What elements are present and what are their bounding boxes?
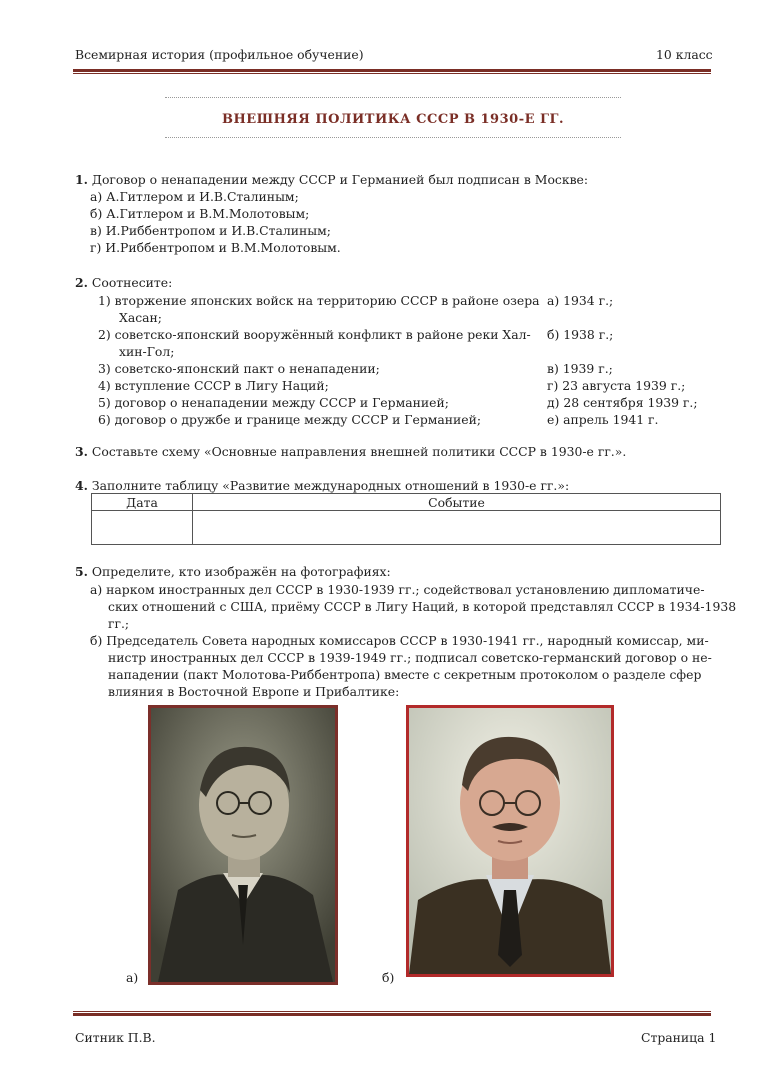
portrait-photo-a [148, 705, 338, 985]
question-4: 4. Заполните таблицу «Развитие международных отношений в 1930-е гг.»: [75, 478, 570, 493]
header-rule-thin [73, 73, 711, 74]
footer-author: Ситник П.В. [75, 1030, 156, 1045]
title-bottom-rule [165, 137, 621, 138]
q2-item-1-cont: Хасан; [119, 310, 162, 325]
q2-item-5: 5) договор о ненападении между СССР и Германией; [98, 395, 449, 410]
title-top-rule [165, 97, 621, 98]
q2-answer-f: е) апрель 1941 г. [547, 412, 659, 427]
q5-a-line3: гг.; [108, 616, 130, 631]
q5-b-line4: влияния в Восточной Европе и Прибалтике: [108, 684, 400, 699]
q5-b-line3: нападении (пакт Молотова-Риббентропа) вместе с секретным протоколом о разделе сфер [108, 667, 702, 682]
question-5: 5. Определите, кто изображён на фотографиях: [75, 564, 391, 579]
q5-b-line1: б) Председатель Совета народных комиссаров СССР в 1930-1941 гг., народный комиссар, ми- [90, 633, 709, 648]
question-1: 1. Договор о ненападении между СССР и Германией был подписан в Москве: [75, 172, 589, 187]
table-header-date: Дата [92, 494, 193, 511]
q5-b-line2: нистр иностранных дел СССР в 1939-1949 гг.; подписал советско-германский договор о не- [108, 650, 712, 665]
q2-item-1: 1) вторжение японских войск на территорию СССР в районе озера [98, 293, 540, 308]
q5-a-line1: а) нарком иностранных дел СССР в 1930-1939 гг.; содействовал установлению дипломатиче- [90, 582, 705, 597]
q2-answer-b: б) 1938 г.; [547, 327, 614, 342]
q1-option-a: а) А.Гитлером и И.В.Сталиным; [90, 189, 299, 204]
q5-a-line2: ских отношений с США, приёму СССР в Лигу Наций, в которой представлял СССР в 1934-1938 [108, 599, 737, 614]
q2-answer-d: г) 23 августа 1939 г.; [547, 378, 686, 393]
events-table [91, 493, 721, 545]
header-grade: 10 класс [656, 47, 713, 62]
q1-option-b: б) А.Гитлером и В.М.Молотовым; [90, 206, 310, 221]
header-subject: Всемирная история (профильное обучение) [75, 47, 364, 62]
table-cell-event[interactable] [193, 511, 721, 545]
q2-item-2: 2) советско-японский вооружённый конфликт в районе реки Хал- [98, 327, 531, 342]
q2-answer-e: д) 28 сентября 1939 г.; [547, 395, 698, 410]
table-header-event: Событие [193, 494, 721, 511]
q2-item-3: 3) советско-японский пакт о ненападении; [98, 361, 380, 376]
q2-item-2-cont: хин-Гол; [119, 344, 175, 359]
page-title: ВНЕШНЯЯ ПОЛИТИКА СССР В 1930-Е ГГ. [221, 112, 565, 127]
portrait-photo-b [406, 705, 614, 977]
footer-rule-thin [73, 1011, 711, 1012]
q2-answer-a: а) 1934 г.; [547, 293, 614, 308]
q2-answer-c: в) 1939 г.; [547, 361, 613, 376]
header-rule [73, 69, 711, 72]
question-2: 2. Соотнесите: [75, 275, 173, 290]
photo-a-label: а) [126, 970, 139, 985]
photo-b-label: б) [382, 970, 395, 985]
table-cell-date[interactable] [92, 511, 193, 545]
q1-option-d: г) И.Риббентропом и В.М.Молотовым. [90, 240, 341, 255]
footer-rule [73, 1013, 711, 1016]
question-3: 3. Составьте схему «Основные направления внешней политики СССР в 1930-е гг.». [75, 444, 627, 459]
footer-page-number: Страница 1 [641, 1030, 717, 1045]
q1-option-c: в) И.Риббентропом и И.В.Сталиным; [90, 223, 331, 238]
q2-item-4: 4) вступление СССР в Лигу Наций; [98, 378, 329, 393]
q2-item-6: 6) договор о дружбе и границе между СССР и Германией; [98, 412, 482, 427]
